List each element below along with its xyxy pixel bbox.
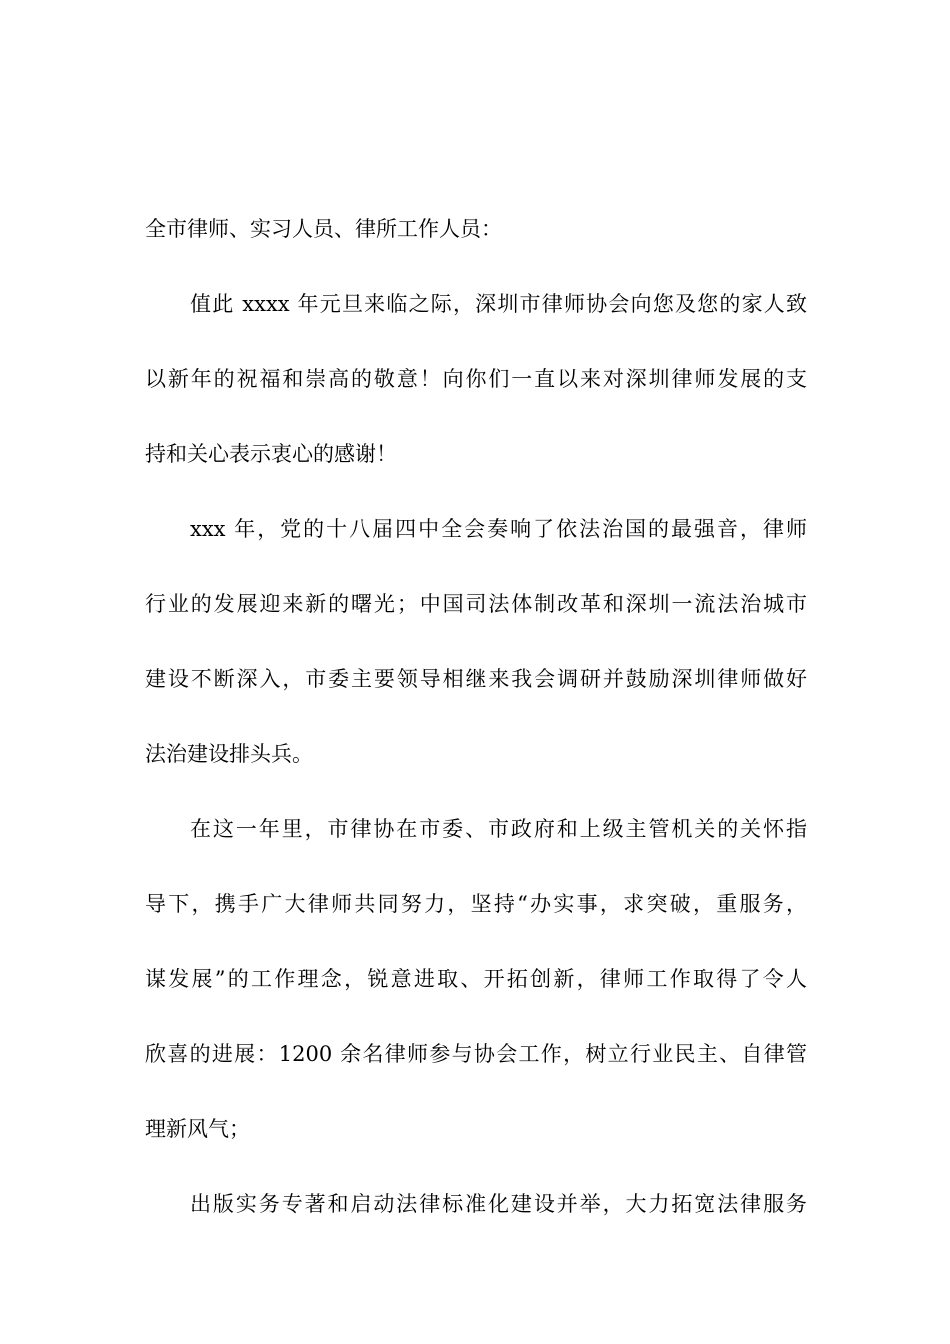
paragraph-line: xxx 年，党的十八届四中全会奏响了依法治国的最强音，律师 (190, 517, 807, 541)
paragraph-line: 在这一年里，市律协在市委、市政府和上级主管机关的关怀指 (190, 817, 807, 841)
paragraph-1 (145, 279, 807, 480)
paragraph-4 (145, 1179, 807, 1230)
salutation: 全市律师、实习人员、律所工作人员： (145, 217, 502, 241)
paragraph-3 (145, 804, 807, 1155)
paragraph-line: 以新年的祝福和崇高的敬意！向你们一直以来对深圳律师发展的支 (145, 367, 807, 391)
paragraph-line: 行业的发展迎来新的曙光；中国司法体制改革和深圳一流法治城市 (145, 592, 807, 616)
paragraph-line: 理新风气； (145, 1117, 250, 1141)
paragraph-line: 导下，携手广大律师共同努力，坚持“办实事，求突破，重服务， (145, 892, 807, 916)
paragraph-line: 谋发展”的工作理念，锐意进取、开拓创新，律师工作取得了令人 (145, 967, 807, 991)
paragraph-line: 法治建设排头兵。 (145, 742, 313, 766)
paragraph-line: 建设不断深入，市委主要领导相继来我会调研并鼓励深圳律师做好 (145, 667, 807, 691)
paragraph-line: 出版实务专著和启动法律标准化建设并举，大力拓宽法律服务 (190, 1192, 807, 1216)
paragraph-line: 持和关心表示衷心的感谢！ (145, 442, 397, 466)
paragraph-2 (145, 504, 807, 780)
paragraph-line: 欣喜的进展：1200 余名律师参与协会工作，树立行业民主、自律管 (145, 1042, 807, 1066)
letter-body (145, 204, 807, 1230)
paragraph-line: 值此 xxxx 年元旦来临之际，深圳市律师协会向您及您的家人致 (190, 292, 807, 316)
